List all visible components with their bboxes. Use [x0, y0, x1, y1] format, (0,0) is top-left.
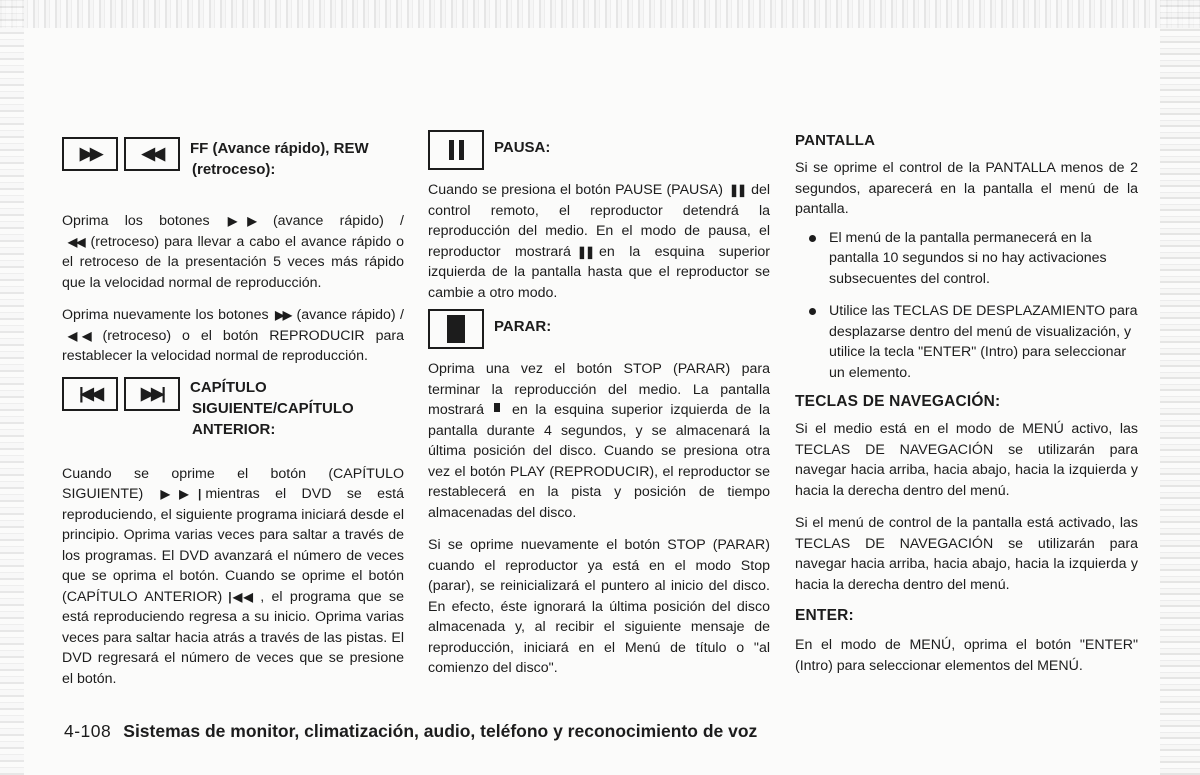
bullet-item: Utilice las TECLAS DE DESPLAZAMIENTO para desplazarse dentro del menú de visualización, y utilice la tecla "ENTER" (Intro) para seleccionar un elemento. [795, 301, 1138, 383]
fast-forward-icon: ▶▶ [62, 137, 118, 171]
chapter-title: CAPÍTULO SIGUIENTE/CAPÍTULO ANTERIOR: [190, 378, 354, 438]
stop-title: PARAR: [494, 318, 552, 335]
navigation-paragraph-1: Si el medio está en el modo de MENÚ activo, las TECLAS DE NAVEGACIÓN se utilizarán para navegar hacia arriba, hacia abajo, hacia la izquierda y hacia la derecha dentro del menú. [795, 421, 1138, 499]
page-number: 4-108 [64, 721, 112, 741]
enter-paragraph: En el modo de MENÚ, oprima el botón "ENTER" (Intro) para seleccionar elementos del MENÚ. [795, 637, 1138, 674]
pause-icon [428, 130, 484, 170]
stop-heading [428, 309, 770, 349]
bullet-item: El menú de la pantalla permanecerá en la pantalla 10 segundos si no hay activaciones subsecuentes del control. [795, 228, 1138, 290]
footer-title: Sistemas de monitor, climatización, audio, teléfono y reconocimiento de voz [123, 721, 758, 741]
pause-inline-icon: ❚❚ [728, 183, 746, 197]
navigation-keys-heading: TECLAS DE NAVEGACIÓN: [795, 393, 1001, 410]
enter-heading: ENTER: [795, 607, 854, 624]
previous-chapter-inline-icon: |◀◀ [228, 589, 255, 604]
ff-rew-paragraph-1: Oprima los botones ▶▶ (avance rápido) /◀◀ (retroceso) para llevar a cabo el avance rápido o el retroceso de la presentación 5 veces más rápido que la velocidad normal de reproducción. [62, 213, 404, 291]
column-right [795, 130, 1138, 676]
column-left [62, 130, 404, 689]
stop-paragraph: Oprima una vez el botón STOP (PARAR) para terminar la reproducción del medio. La pantalla mostrará en la esquina superior izquierda de la pantalla durante 4 segundos, y se almacenará la última posición del disco. Cuando se presiona otra vez el botón PLAY (REPRODUCIR), el reproductor se restablecerá en la pista y posición de tiempo almacenadas del disco. [428, 361, 770, 521]
next-chapter-inline-icon: ▶▶| [149, 487, 200, 501]
rewind-inline-icon: ◀◀ [68, 328, 97, 343]
navigation-paragraph-2: Si el menú de control de la pantalla está activado, las TECLAS DE NAVEGACIÓN se utilizarán para navegar hacia arriba, hacia abajo, hacia la izquierda y hacia la derecha dentro del menú. [795, 515, 1138, 593]
previous-chapter-icon: |◀◀ [62, 377, 118, 411]
next-chapter-icon: ▶▶| [124, 377, 180, 411]
ff-rew-heading [62, 137, 404, 180]
chapter-heading [62, 377, 404, 440]
scan-noise-left [0, 0, 24, 775]
stop-inline-icon [494, 403, 500, 412]
chapter-paragraph: Cuando se oprime el botón (CAPÍTULO SIGUIENTE) ▶▶| mientras el DVD se está reproduciendo, el siguiente programa iniciará desde el principio. Oprima varias veces para saltar a través de los programas. El DVD avanzará el número de veces que se oprima el botón. Cuando se oprime el botón (CAPÍTULO ANTERIOR) |◀◀ , el programa que se está reproduciendo regresa a su inicio. Oprima varias veces para saltar hacia atrás a través de las pistas. El DVD regresará el número de veces que se presione el botón. [62, 465, 404, 687]
pause-heading [428, 130, 770, 170]
pause-title: PAUSA: [494, 139, 551, 156]
fast-forward-inline-icon: ▶▶ [215, 214, 267, 228]
fast-forward-inline-icon: ▶▶ [274, 308, 291, 322]
scan-noise-right [1160, 0, 1200, 775]
pantalla-paragraph: Si se oprime el control de la PANTALLA menos de 2 segundos, aparecerá en la pantalla el menú de la pantalla. [795, 160, 1138, 217]
pause-paragraph: Cuando se presiona el botón PAUSE (PAUSA) ❚❚ del control remoto, el reproductor detendrá la reproducción del medio. En el modo de pausa, el reproductor mostrará ❚❚ en la esquina superior izquierda de la pantalla hasta que el reproductor se cambie a otro modo. [428, 182, 770, 301]
stop-icon [428, 309, 484, 349]
pantalla-heading: PANTALLA [795, 132, 876, 149]
stop-again-paragraph: Si se oprime nuevamente el botón STOP (PARAR) cuando el reproductor ya está en el modo Stop (parar), se reinicializará el puntero al inicio del disco. En efecto, éste ignorará la última posición del disco almacenada y, al recibir el siguiente mensaje de reproducción, iniciará en el Menú de título o "al comienzo del disco". [428, 537, 770, 676]
ff-rew-paragraph-2: Oprima nuevamente los botones ▶▶ (avance rápido) /◀◀ (retroceso) o el botón REPRODUCIR para restablecer la velocidad normal de reproducción. [62, 307, 404, 364]
scan-noise-top [0, 0, 1200, 28]
rewind-icon: ◀◀ [124, 137, 180, 171]
column-middle [428, 130, 770, 679]
pantalla-bullets [795, 228, 1138, 384]
rewind-inline-icon: ◀◀ [68, 234, 85, 249]
page-footer [64, 721, 757, 742]
ff-rew-title: FF (Avance rápido), REW (retroceso): [190, 140, 369, 178]
pause-inline-icon: ❚❚ [576, 244, 594, 259]
